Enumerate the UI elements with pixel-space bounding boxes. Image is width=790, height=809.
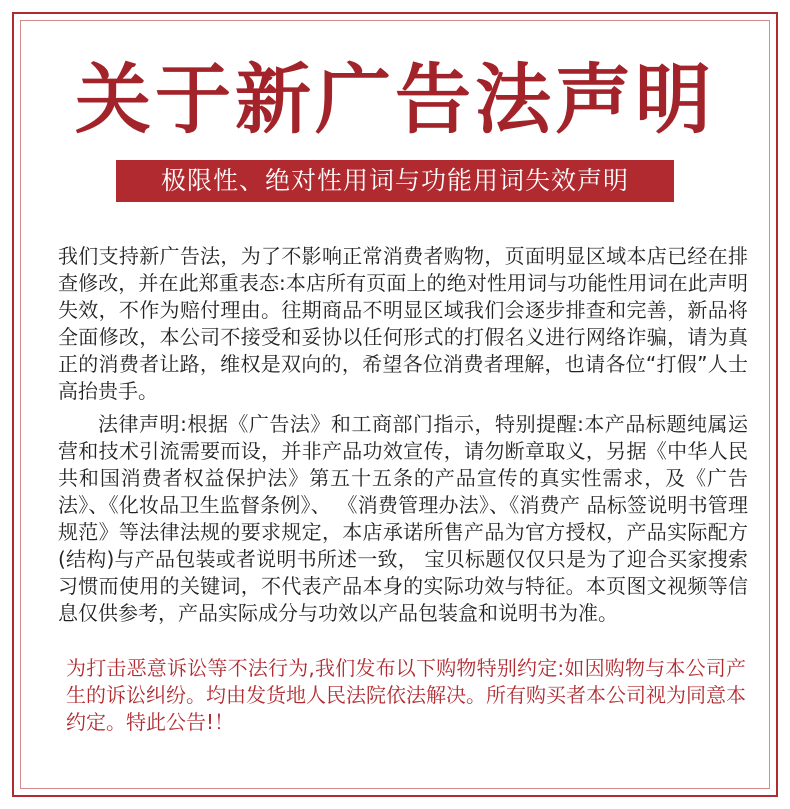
- special-agreement-notice: 为打击恶意诉讼等不法行为,我们发布以下购物特别约定:如因购物与本公司产生的诉讼纠纷。均由发货地人民法院依法解决。所有购买者本公司视为同意本约定。特此公告!！: [66, 656, 746, 734]
- subtitle-banner: 极限性、绝对性用词与功能用词失效声明: [116, 160, 674, 202]
- page-title: 关于新广告法声明: [75, 55, 715, 144]
- statement-paragraph-1: 我们支持新广告法，为了不影响正常消费者购物，页面明显区域本店已经在排查修改，并在此郑重表态:本店所有页面上的绝对性用词与功能性用词在此声明失效，不作为赔付理由。往期商品不明显区域我们会逐步排查和完善，新品将全面修改，本公司不接受和妥协以任何形式的打假名义进行网络诈骗，请为真正的消费者让路，维权是双向的，希望各位消费者理解，也请各位“打假”人士高抬贵手。: [58, 244, 748, 403]
- legal-statement-paragraph: 法律声明:根据《广告法》和工商部门指示，特别提醒:本产品标题纯属运营和技术引流需要而设，并非产品功效宣传，请勿断章取义，另据《中华人民共和国消费者权益保护法》第五十五条的产品宣传的真实性需求，及《广告法》、《化妆品卫生监督条例》、 《消费管理办法》、《消费产 品标签说明书管理规范》等法律法规的要求规定，本店承诺所售产品为官方授权，产品实际配方(结构)与产品包装或者说明书所述一致， 宝贝标题仅仅只是为了迎合买家搜索习惯而使用的关键词，不代表产品本身的实际功效与特征。本页图文视频等信息仅供参考，产品实际成分与功效以产品包装盒和说明书为准。: [58, 412, 748, 625]
